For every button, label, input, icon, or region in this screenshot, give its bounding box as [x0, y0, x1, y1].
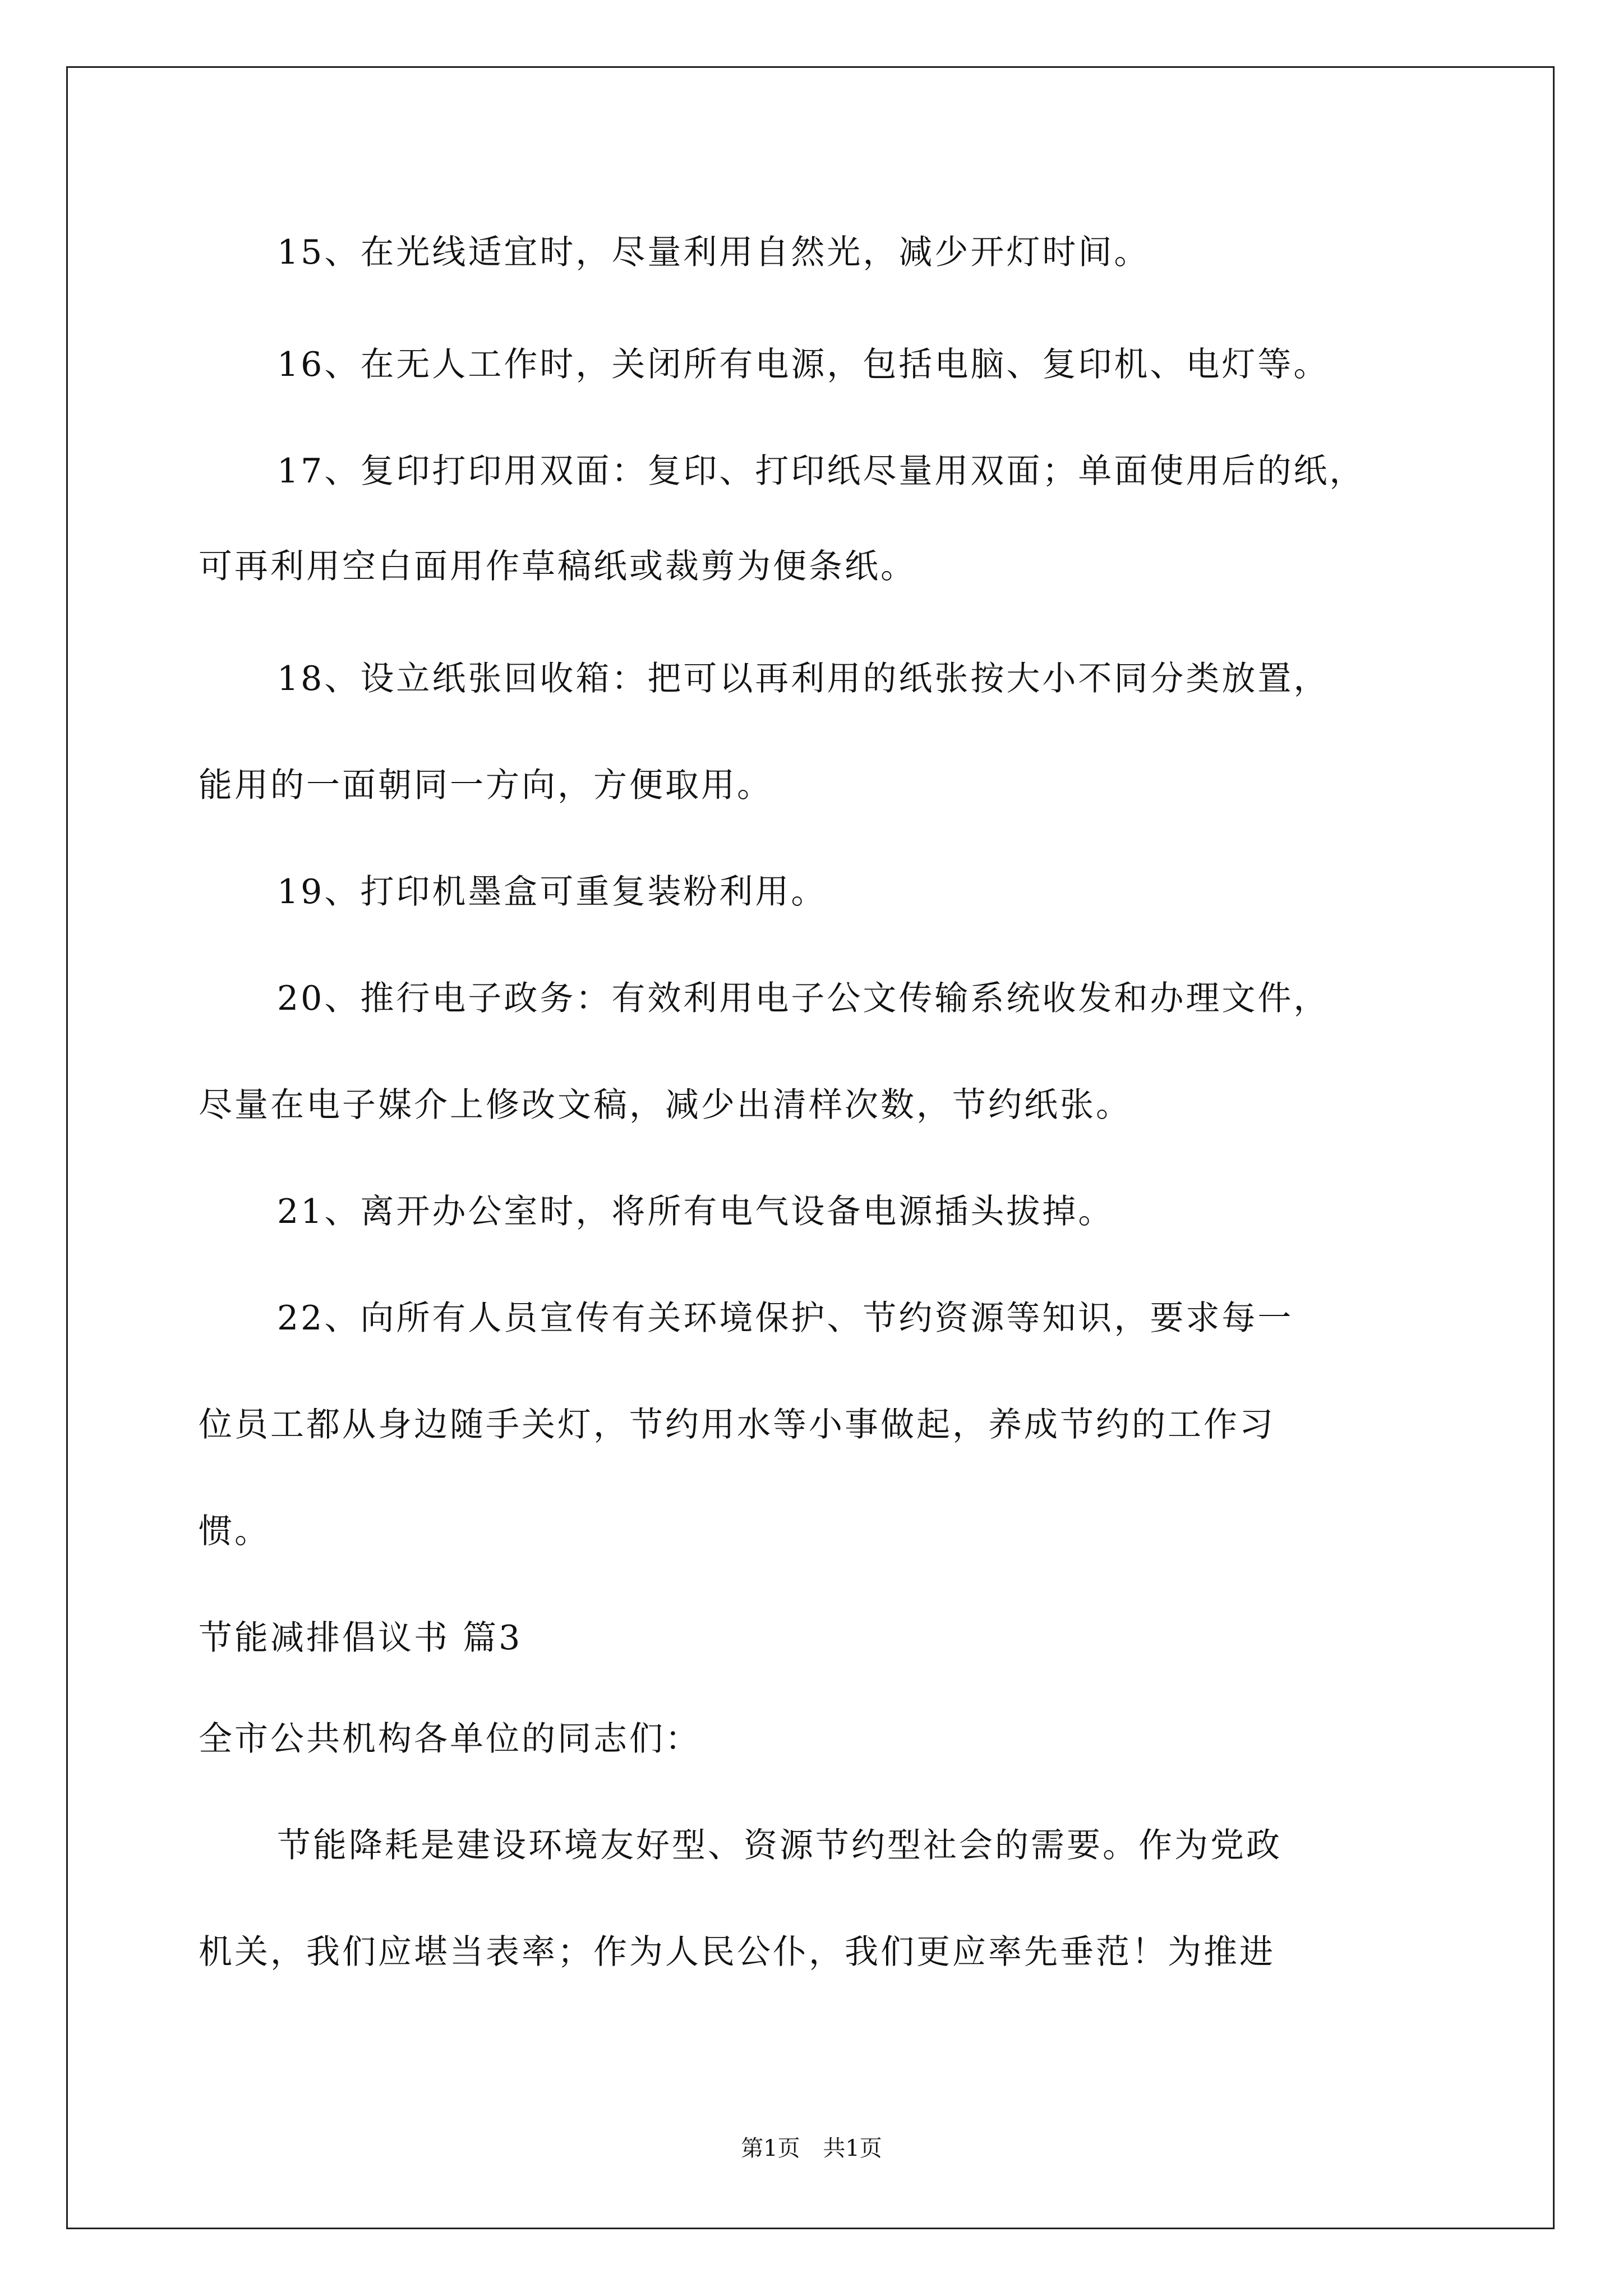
salutation: 全市公共机构各单位的同志们：	[199, 1719, 701, 1759]
paragraph-17-line-2: 可再利用空白面用作草稿纸或裁剪为便条纸。	[199, 547, 916, 586]
section-heading: 节能减排倡议书 篇3	[199, 1618, 523, 1658]
paragraph-22-line-2: 位员工都从身边随手关灯，节约用水等小事做起，养成节约的工作习	[199, 1405, 1275, 1444]
paragraph-16-line-1: 16、在无人工作时，关闭所有电源，包括电脑、复印机、电灯等。	[277, 345, 1330, 384]
paragraph-18-line-1: 18、设立纸张回收箱：把可以再利用的纸张按大小不同分类放置，	[277, 659, 1330, 698]
paragraph-15-line-1: 15、在光线适宜时，尽量利用自然光，减少开灯时间。	[277, 233, 1150, 272]
page-total: 共1页	[823, 2136, 882, 2161]
paragraph-20-line-1: 20、推行电子政务：有效利用电子公文传输系统收发和办理文件，	[277, 979, 1330, 1018]
paragraph-21-line-1: 21、离开办公室时，将所有电气设备电源插头拔掉。	[277, 1192, 1114, 1231]
paragraph-22-line-1: 22、向所有人员宣传有关环境保护、节约资源等知识，要求每一	[277, 1299, 1294, 1338]
paragraph-18-line-2: 能用的一面朝同一方向，方便取用。	[199, 766, 773, 805]
paragraph-22-line-3: 惯。	[199, 1512, 270, 1551]
page-footer	[0, 2132, 1623, 2165]
paragraph-20-line-2: 尽量在电子媒介上修改文稿，减少出清样次数，节约纸张。	[199, 1085, 1132, 1125]
body-paragraph-line-1: 节能降耗是建设环境友好型、资源节约型社会的需要。作为党政	[277, 1826, 1282, 1865]
page-border	[66, 66, 1555, 2229]
body-paragraph-line-2: 机关，我们应堪当表率；作为人民公仆，我们更应率先垂范！为推进	[199, 1932, 1275, 1972]
paragraph-19-line-1: 19、打印机墨盒可重复装粉利用。	[277, 872, 827, 912]
page-number: 第1页	[741, 2136, 800, 2161]
paragraph-17-line-1: 17、复印打印用双面：复印、打印纸尽量用双面；单面使用后的纸，	[277, 452, 1366, 491]
